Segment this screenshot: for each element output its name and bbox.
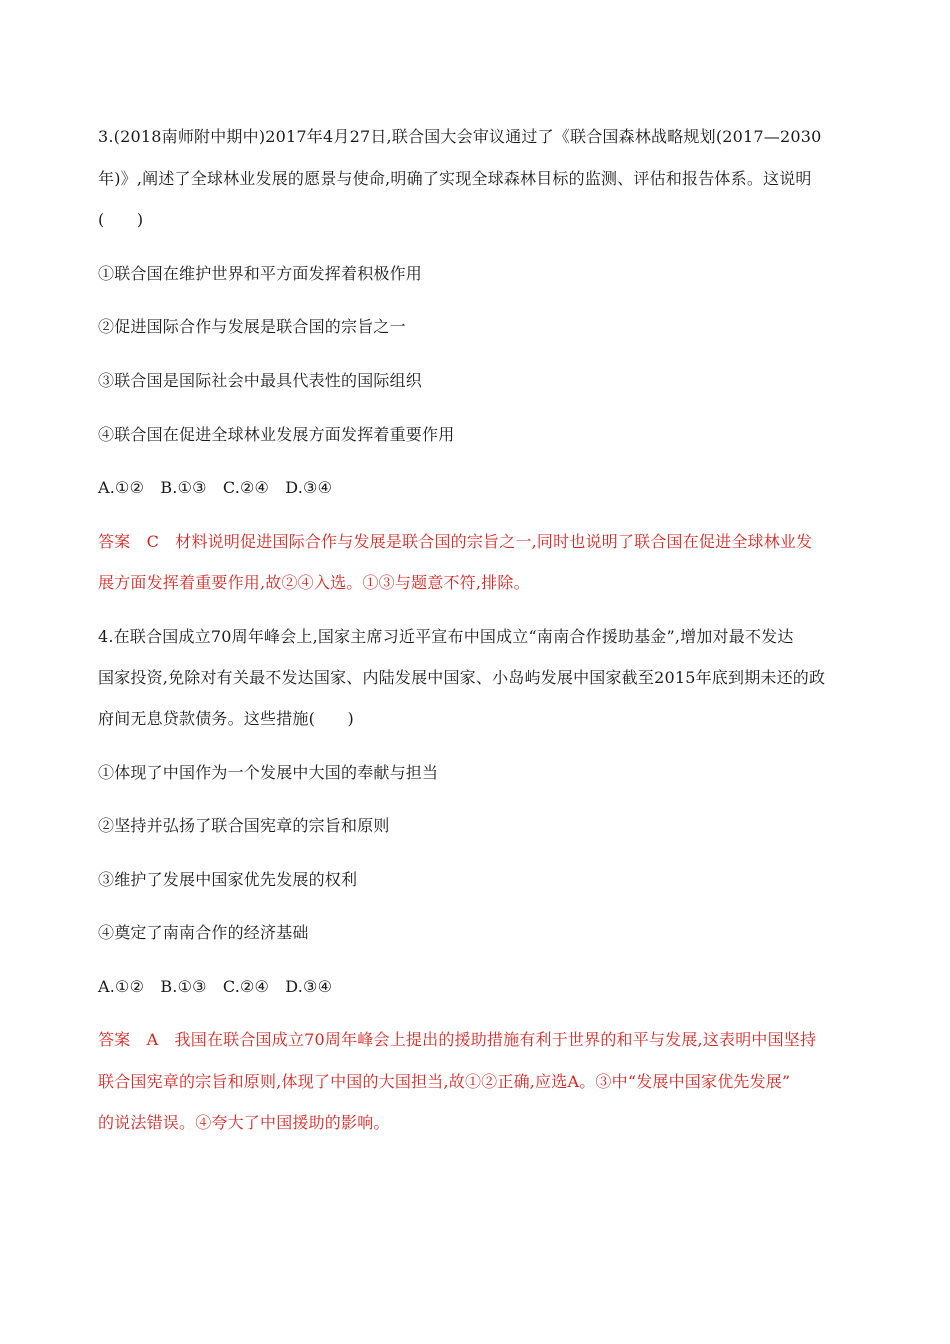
q4-stem-line-3: 府间无息贷款债务。这些措施( ) — [98, 709, 354, 728]
q4-statement-4: ④奠定了南南合作的经济基础 — [98, 923, 309, 942]
q4-answer-line-3: 的说法错误。④夸大了中国援助的影响。 — [98, 1113, 390, 1132]
q3-answer-line-2: 展方面发挥着重要作用,故②④入选。①③与题意不符,排除。 — [98, 573, 530, 592]
q3-statement-3: ③联合国是国际社会中最具代表性的国际组织 — [98, 371, 423, 390]
q3-statement-4: ④联合国在促进全球林业发展方面发挥着重要作用 — [98, 425, 455, 444]
q4-answer-line-2: 联合国宪章的宗旨和原则,体现了中国的大国担当,故①②正确,应选A。③中“发展中国家优先发展” — [98, 1072, 791, 1091]
q4-statement-3: ③维护了发展中国家优先发展的权利 — [98, 870, 358, 889]
q3-stem-line-1: 3.(2018南师附中期中)2017年4月27日,联合国大会审议通过了《联合国森林战略规划(2017—2030 — [98, 127, 822, 146]
q4-statement-2: ②坚持并弘扬了联合国宪章的宗旨和原则 — [98, 816, 390, 835]
q3-options: A.①② B.①③ C.②④ D.③④ — [98, 478, 333, 497]
q3-statement-1: ①联合国在维护世界和平方面发挥着积极作用 — [98, 264, 423, 283]
q3-statement-2: ②促进国际合作与发展是联合国的宗旨之一 — [98, 317, 406, 336]
q3-stem-line-3: ( ) — [98, 210, 144, 229]
q3-stem-line-2: 年)》,阐述了全球林业发展的愿景与使命,明确了实现全球森林目标的监测、评估和报告体系。这说明 — [98, 169, 812, 188]
q4-stem-line-1: 4.在联合国成立70周年峰会上,国家主席习近平宣布中国成立“南南合作援助基金”,增加对最不发达 — [98, 627, 794, 646]
q3-answer-line-1: 答案 C 材料说明促进国际合作与发展是联合国的宗旨之一,同时也说明了联合国在促进全球林业发 — [98, 532, 813, 551]
q4-stem-line-2: 国家投资,免除对有关最不发达国家、内陆发展中国家、小岛屿发展中国家截至2015年底到期未还的政 — [98, 668, 826, 687]
q4-options: A.①② B.①③ C.②④ D.③④ — [98, 977, 333, 996]
q4-statement-1: ①体现了中国作为一个发展中大国的奉献与担当 — [98, 763, 439, 782]
q4-answer-line-1: 答案 A 我国在联合国成立70周年峰会上提出的援助措施有利于世界的和平与发展,这表明中国坚持 — [98, 1030, 817, 1049]
